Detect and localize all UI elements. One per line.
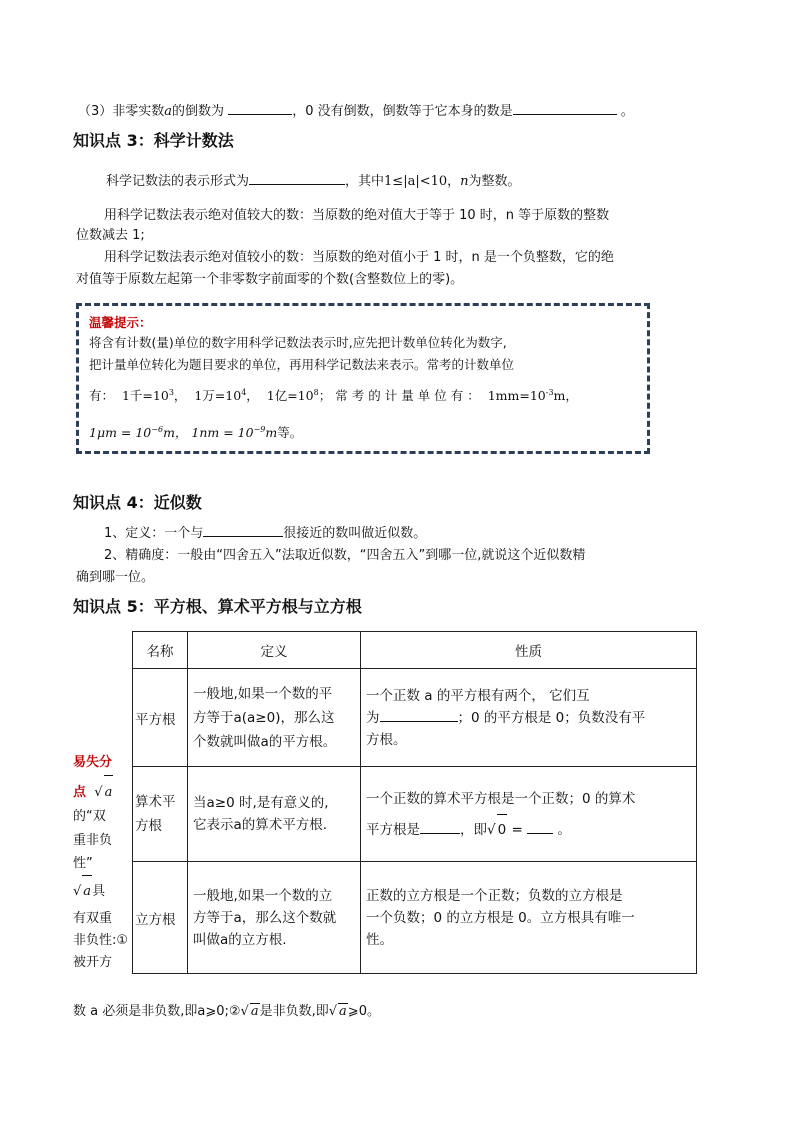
tip-line-3: 有： 1千$=10^3$， 1万$=10^4$， 1亿$=10^8$；常考的计量单位有： $1mm=10^{-3}m$， xyxy=(89,388,578,404)
sci-form-line: 科学记数法的表示形式为 ，其中1≤|a|<10，n为整数。 xyxy=(106,174,521,189)
row-def-arith-root: 当a≥0 时,是有意义的, 它表示a的算术平方根. xyxy=(188,767,361,862)
row-name-arith-root: 算术平 方根 xyxy=(133,767,188,862)
reciprocal-line: （3）非零实数a的倒数为 ，0 没有倒数，倒数等于它本身的数是 。 xyxy=(78,104,634,119)
kp4-heading: 知识点 4：近似数 xyxy=(73,493,202,512)
row-def-square-root: 一般地,如果一个数的平 方等于a(a≥0)，那么这 个数就叫做a的平方根。 xyxy=(188,669,361,767)
approx-definition: 1、定义：一个与 很接近的数叫做近似数。 xyxy=(104,526,427,541)
large-number-rule-1: 用科学记数法表示绝对值较大的数：当原数的绝对值大于等于 10 时，n 等于原数的整数 xyxy=(104,208,610,223)
col-header-definition: 定义 xyxy=(188,632,361,669)
large-number-rule-2: 位数减去 1; xyxy=(76,228,145,243)
blank-sqrt-zero[interactable] xyxy=(527,821,553,834)
blank-self-reciprocal[interactable] xyxy=(513,102,617,115)
tip-line-4: $1\mu m = 10^{-6}m$， $1nm = 10^{-9}m$等。 xyxy=(89,425,303,441)
blank-arith-zero[interactable] xyxy=(420,821,460,834)
row-prop-cube-root: 正数的立方根是一个正数；负数的立方根是 一个负数；0 的立方根是 0。立方根具有唯一 性。 xyxy=(361,862,697,974)
tip-line-1: 将含有计数(量)单位的数字用科学记数法表示时,应先把计数单位转化为数字, xyxy=(89,335,507,350)
col-header-property: 性质 xyxy=(361,632,697,669)
tip-title: 温馨提示： xyxy=(89,315,152,330)
row-name-cube-root: 立方根 xyxy=(133,862,188,974)
kp3-heading: 知识点 3：科学计数法 xyxy=(73,131,234,150)
tip-line-2: 把计量单位转化为题目要求的单位，再用科学记数法来表示。常考的计数单位 xyxy=(89,357,515,372)
footer-line: 数 a 必须是非负数,即a⩾0;②√ a是非负数,即√ a⩾0。 xyxy=(73,1004,380,1019)
blank-sci-form[interactable] xyxy=(249,172,345,185)
row-prop-square-root: 一个正数 a 的平方根有两个， 它们互 为 ；0 的平方根是 0；负数没有平 方根。 xyxy=(361,669,697,767)
table-row xyxy=(133,862,697,974)
col-header-name: 名称 xyxy=(133,632,188,669)
table-row xyxy=(133,669,697,767)
side-note: 易失分 点 √ a 的“双 重非负 性” √ a具 有双重 非负性:① 被开方 xyxy=(73,755,129,970)
accuracy-line-2: 确到哪一位。 xyxy=(76,570,155,585)
accuracy-line-1: 2、精确度：一般由“四舍五入”法取近似数，“四舍五入”到哪一位,就说这个近似数精 xyxy=(104,548,586,563)
table-row xyxy=(133,767,697,862)
row-name-square-root: 平方根 xyxy=(133,669,188,767)
blank-opposite[interactable] xyxy=(380,709,458,722)
blank-reciprocal[interactable] xyxy=(228,102,292,115)
table-header-row xyxy=(133,632,697,669)
kp5-heading: 知识点 5：平方根、算术平方根与立方根 xyxy=(73,597,362,616)
row-def-cube-root: 一般地,如果一个数的立 方等于a，那么这个数就 叫做a的立方根. xyxy=(188,862,361,974)
blank-approx[interactable] xyxy=(203,524,283,537)
roots-table xyxy=(132,631,697,974)
small-number-rule-2: 对值等于原数左起第一个非零数字前面零的个数(含整数位上的零)。 xyxy=(76,272,464,287)
row-prop-arith-root: 一个正数的算术平方根是一个正数；0 的算术 平方根是 ，即√ 0 = 。 xyxy=(361,767,697,862)
small-number-rule-1: 用科学记数法表示绝对值较小的数：当原数的绝对值小于 1 时，n 是一个负整数，它的绝 xyxy=(104,250,614,265)
tip-box xyxy=(76,303,650,454)
